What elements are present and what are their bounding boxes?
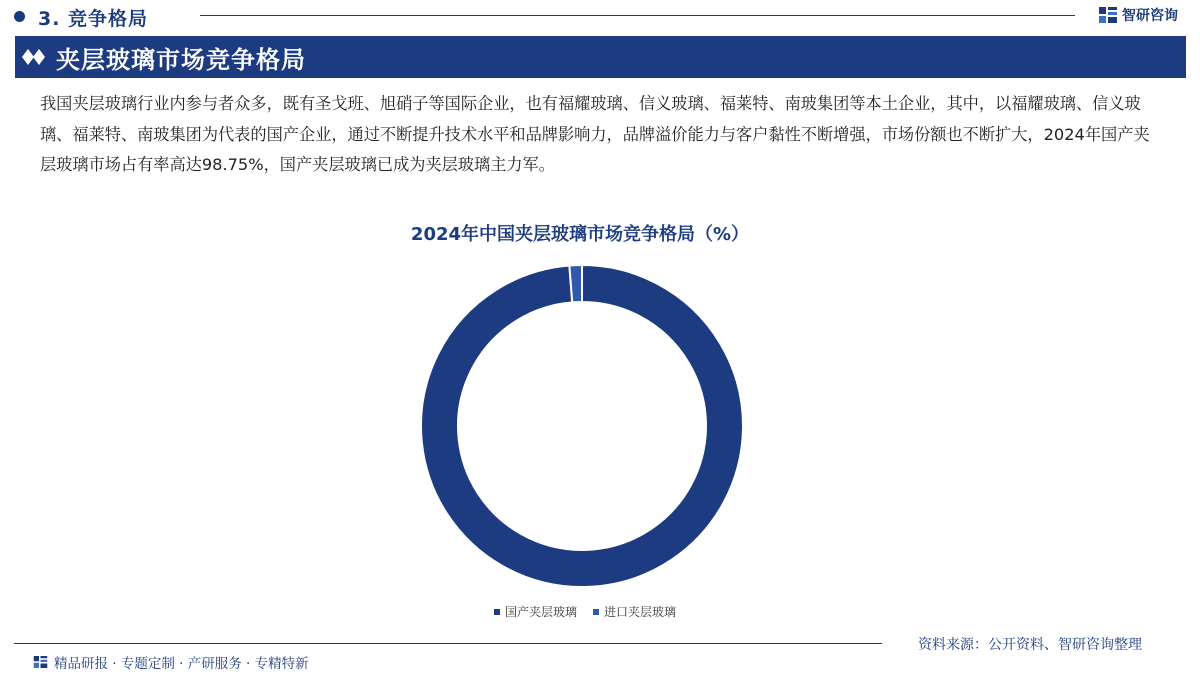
brand-logo — [1098, 5, 1178, 25]
chart-legend — [0, 603, 1170, 620]
footer-tagline — [33, 652, 309, 672]
legend-item — [593, 603, 676, 620]
brand-logo-icon — [33, 655, 48, 669]
donut-slice-1 — [421, 265, 743, 587]
legend-item — [494, 603, 577, 620]
section-bullet — [14, 11, 25, 22]
banner-title: 夹层玻璃市场竞争格局 — [56, 46, 306, 74]
diamond-icon — [22, 47, 48, 67]
legend-label: 国产夹层玻璃 — [504, 605, 577, 619]
footer-tagline-text: 精品研报 · 专题定制 · 产研服务 · 专精特新 — [54, 656, 309, 672]
legend-label: 进口夹层玻璃 — [604, 605, 677, 619]
donut-slice-2 — [569, 265, 582, 302]
footer-divider — [14, 643, 882, 644]
source-note: 资料来源：公开资料、智研咨询整理 — [918, 637, 1142, 653]
legend-swatch — [593, 609, 599, 615]
legend-swatch — [494, 609, 500, 615]
header-divider — [200, 15, 1075, 16]
section-title: 3. 竞争格局 — [38, 8, 149, 30]
brand-logo-icon — [1098, 6, 1118, 24]
chart-title: 2024年中国夹层玻璃市场竞争格局（%） — [410, 224, 750, 245]
donut-chart — [412, 256, 752, 596]
brand-name: 智研咨询 — [1122, 8, 1178, 24]
body-paragraph: 我国夹层玻璃行业内参与者众多，既有圣戈班、旭硝子等国际企业，也有福耀玻璃、信义玻璃、福莱特、南玻集团等本土企业，其中，以福耀玻璃、信义玻璃、福莱特、南玻集团为代表的国产企业，通过不断提升技术水平和品牌影响力，品牌溢价能力与客户黏性不断增强，市场份额也不断扩大，2024年国产夹层玻璃市场占有率高达98.75%，国产夹层玻璃已成为夹层玻璃主力军。 — [40, 94, 1150, 174]
